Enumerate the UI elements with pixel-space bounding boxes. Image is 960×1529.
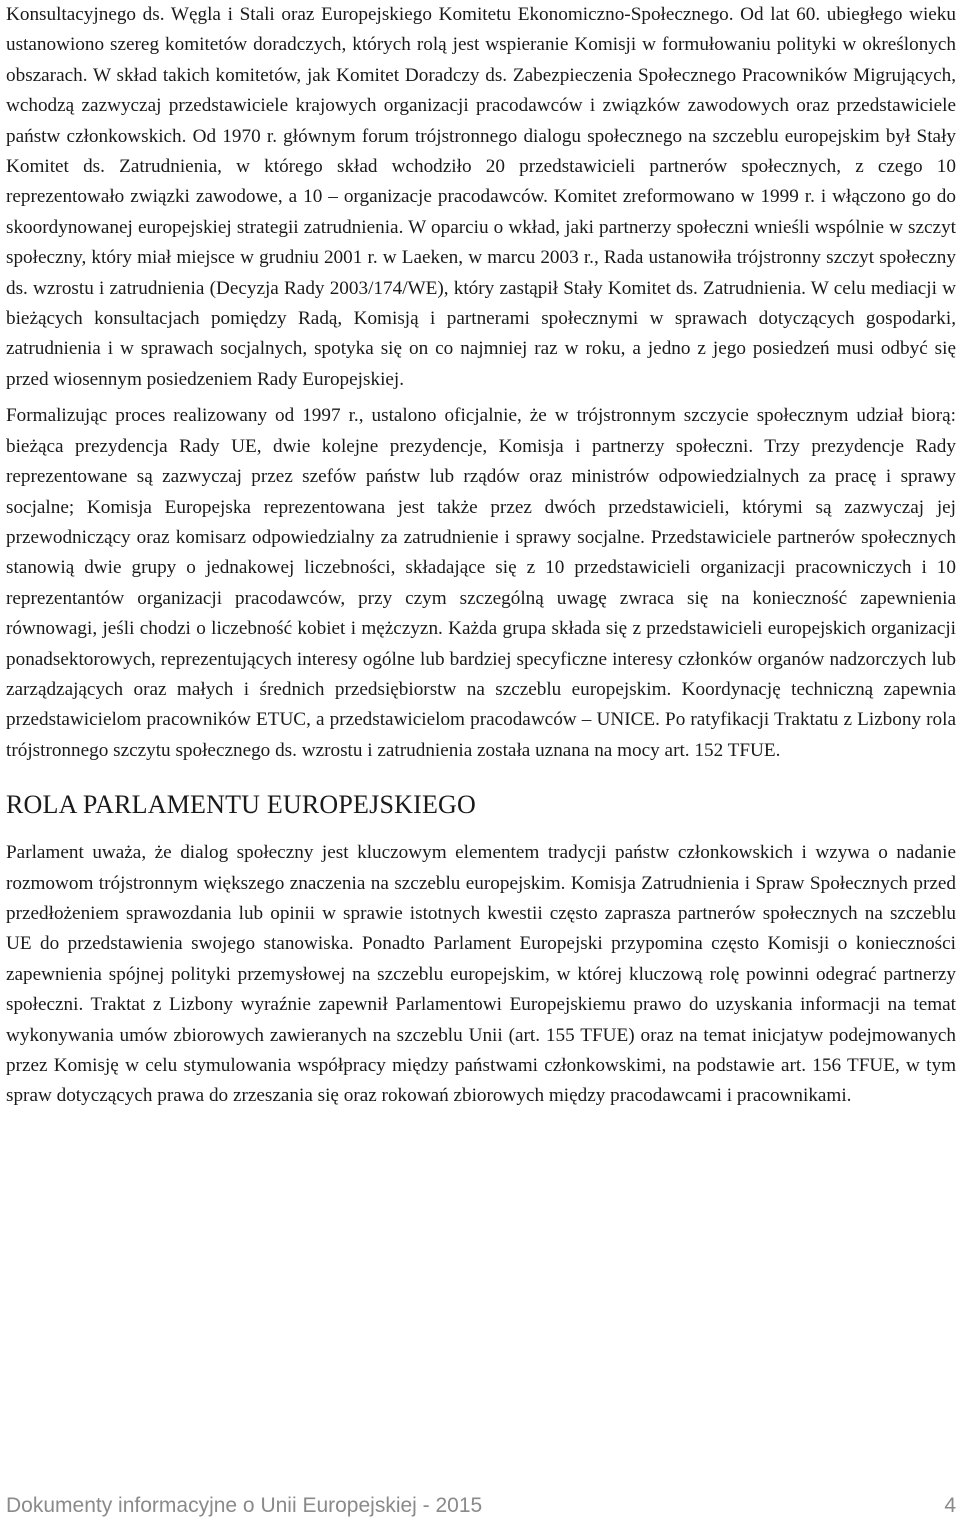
body-paragraph-consultative-committees: Konsultacyjnego ds. Węgla i Stali oraz Europejskiego Komitetu Ekonomiczno-Społecznego. Od lat 60. ubiegłego wieku ustanowiono szereg komitetów doradczych, których rolą jest wspieranie Komisji w formułowaniu polityki w określonych obszarach. W skład takich komitetów, jak Komitet Doradczy ds. Zabezpieczenia Społecznego Pracowników Migrujących, wchodzą zazwyczaj przedstawiciele krajowych organizacji pracodawców i związków zawodowych oraz przedstawiciele państw członkowskich. Od 1970 r. głównym forum trójstronnego dialogu społecznego na szczeblu europejskim był Stały Komitet ds. Zatrudnienia, w którego skład wchodziło 20 przedstawicieli partnerów społecznych, z czego 10 reprezentowało związki zawodowe, a 10 – organizacje pracodawców. Komitet zreformowano w 1999 r. i włączono go do skoordynowanej europejskiej strategii zatrudnienia. W oparciu o wkład, jaki partnerzy społeczni wnieśli wspólnie w szczyt społeczny, który miał miejsce w grudniu 2001 r. w Laeken, w marcu 2003 r., Rada ustanowiła trójstronny szczyt społeczny ds. wzrostu i zatrudnienia (Decyzja Rady 2003/174/WE), który zastąpił Stały Komitet ds. Zatrudnienia. W celu mediacji w bieżących konsultacjach pomiędzy Radą, Komisją i partnerami społecznymi w sprawach dotyczących gospodarki, zatrudnienia i w sprawach socjalnych, spotyka się on co najmniej raz w roku, a jedno z jego posiedzeń musi odbyć się przed wiosennym posiedzeniem Rady Europejskiej. — [6, 4, 956, 390]
body-paragraph-parliament-role: Parlament uważa, że dialog społeczny jest kluczowym elementem tradycji państw członkowskich i wzywa o nadanie rozmowom trójstronnym większego znaczenia na szczeblu europejskim. Komisja Zatrudnienia i Spraw Społecznych przed przedłożeniem sprawozdania lub opinii w sprawie istotnych kwestii często zaprasza partnerów społecznych na szczeblu UE do przedstawienia swojego stanowiska. Ponadto Parlament Europejski przypomina często Komisji o konieczności zapewnienia spójnej polityki przemysłowej na szczeblu europejskim, w której kluczową rolę powinni odegrać partnerzy społeczni. Traktat z Lizbony wyraźnie zapewnił Parlamentowi Europejskiemu prawo do uzyskania informacji na temat wykonywania umów zbiorowych zawieranych na szczeblu Unii (art. 155 TFUE) oraz na temat inicjatyw podejmowanych przez Komisję w celu stymulowania współpracy między państwami członkowskimi, na podstawie art. 156 TFUE, w tym spraw dotyczących prawa do zrzeszania się oraz rokowań zbiorowych między pracodawcami i pracownikami. — [6, 842, 956, 1107]
footer-title: Dokumenty informacyjne o Unii Europejskiej - 2015 — [6, 1494, 483, 1517]
body-paragraph-tripartite-summit: Formalizując proces realizowany od 1997 r., ustalono oficjalnie, że w trójstronnym szczycie społecznym udział biorą: bieżąca prezydencja Rady UE, dwie kolejne prezydencje, Komisja i partnerzy społeczni. Trzy prezydencje Rady reprezentowane są zazwyczaj przez szefów państw lub rządów oraz ministrów odpowiedzialnych za pracę i sprawy socjalne; Komisja Europejska reprezentowana jest także przez dwóch przedstawicieli, którymi są zazwyczaj jej przewodniczący oraz komisarz odpowiedzialny za zatrudnienie i sprawy socjalne. Przedstawiciele partnerów społecznych stanowią dwie grupy o jednakowej liczebności, składające się z 10 przedstawicieli organizacji pracowniczych i 10 reprezentantów organizacji pracodawców, przy czym szczególną uwagę zwraca się na konieczność zapewnienia równowagi, jeśli chodzi o liczebność kobiet i mężczyzn. Każda grupa składa się z przedstawicieli europejskich organizacji ponadsektorowych, reprezentujących interesy ogólne lub bardziej specyficzne interesy członków organów nadzorczych lub zarządzających oraz małych i średnich przedsiębiorstw na szczeblu europejskim. Koordynację techniczną zapewnia przedstawicielom pracowników ETUC, a przedstawicielom pracodawców – UNICE. Po ratyfikacji Traktatu z Lizbony rola trójstronnego szczytu społecznego ds. wzrostu i zatrudnienia została uznana na mocy art. 152 TFUE. — [6, 405, 956, 761]
document-page — [6, 0, 956, 1112]
section-heading: ROLA PARLAMENTU EUROPEJSKIEGO — [6, 790, 476, 820]
page-number: 4 — [944, 1494, 956, 1517]
page-footer — [6, 1494, 956, 1524]
